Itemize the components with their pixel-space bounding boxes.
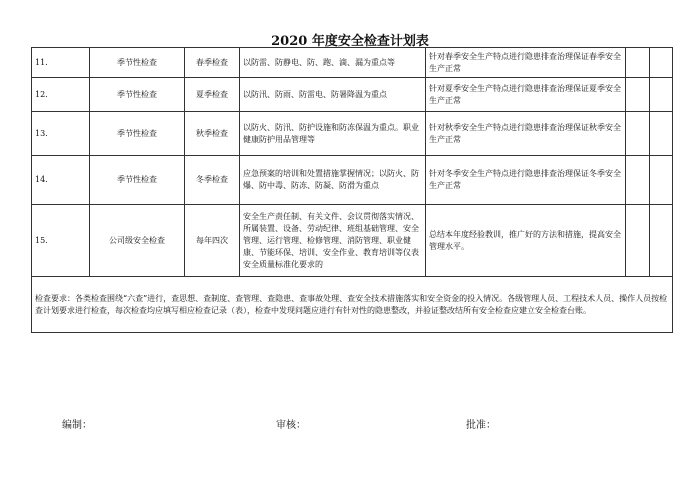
check-type: 春季检查 [185,48,240,78]
check-category: 公司级安全检查 [90,205,185,277]
inspection-plan-table [31,47,673,333]
empty-cell [626,48,650,78]
table-row [32,48,673,78]
check-content: 以防汛、防雨、防雷电、防暑降温为重点 [240,78,426,112]
empty-cell [626,205,650,277]
check-category: 季节性检查 [90,156,185,205]
check-category: 季节性检查 [90,78,185,112]
compiler-label: 编制： [62,420,92,431]
inspection-requirements: 检查要求：各类检查围绕“六查”进行，查思想、查制度、查管理、查隐患、查事故处理、查安全技术措施落实和安全资金的投入情况。各级管理人员、工程技术人员、操作人员按检查计划要求进行检查，每次检查均应填写相应检查记录（表），检查中发现问题应进行有针对性的隐患整改，并验证整改结所有安全检查应建立安全检查台账。 [32,277,673,333]
check-goal: 针对夏季安全生产特点进行隐患排查治理保证夏季安全生产正常 [426,78,626,112]
row-number: 13. [32,112,90,156]
empty-cell [626,112,650,156]
empty-cell [626,156,650,205]
table-row [32,156,673,205]
empty-cell [626,78,650,112]
row-number: 14. [32,156,90,205]
check-content: 应急预案的培训和处置措施掌握情况；以防火、防爆、防中毒、防冻、防凝、防滑为重点 [240,156,426,205]
check-content: 以防雷、防静电、防、跑、滴、漏为重点等 [240,48,426,78]
empty-cell [650,156,673,205]
check-type: 每年四次 [185,205,240,277]
table-row [32,78,673,112]
empty-cell [650,48,673,78]
row-number: 12. [32,78,90,112]
approver-label: 批准： [466,420,496,431]
check-type: 秋季检查 [185,112,240,156]
check-goal: 总结本年度经验教训，推广好的方法和措施，提高安全管理水平。 [426,205,626,277]
empty-cell [650,205,673,277]
check-category: 季节性检查 [90,112,185,156]
check-type: 夏季检查 [185,78,240,112]
check-goal: 针对冬季安全生产特点进行隐患排查治理保证冬季安全生产正常 [426,156,626,205]
check-goal: 针对春季安全生产特点进行隐患排查治理保证春季安全生产正常 [426,48,626,78]
table-row [32,205,673,277]
row-number: 15. [32,205,90,277]
table-row [32,112,673,156]
check-category: 季节性检查 [90,48,185,78]
check-content: 以防火、防汛、防护设施和防冻保温为重点。职业健康防护用品管理等 [240,112,426,156]
inspection-requirements-row [32,277,673,333]
check-goal: 针对秋季安全生产特点进行隐患排查治理保证秋季安全生产正常 [426,112,626,156]
page-title: 2020 年度安全检查计划表 [271,34,429,49]
check-type: 冬季检查 [185,156,240,205]
empty-cell [650,112,673,156]
row-number: 11. [32,48,90,78]
empty-cell [650,78,673,112]
reviewer-label: 审核： [276,420,306,431]
check-content: 安全生产责任制、有关文件、会议贯彻落实情况、所属装置、设备、劳动纪律、班组基础管理、安全管理、运行管理、检修管理、消防管理、职业健康、节能环保、培训、安全作业、教育培训等仪表安全质量标准化要求的 [240,205,426,277]
